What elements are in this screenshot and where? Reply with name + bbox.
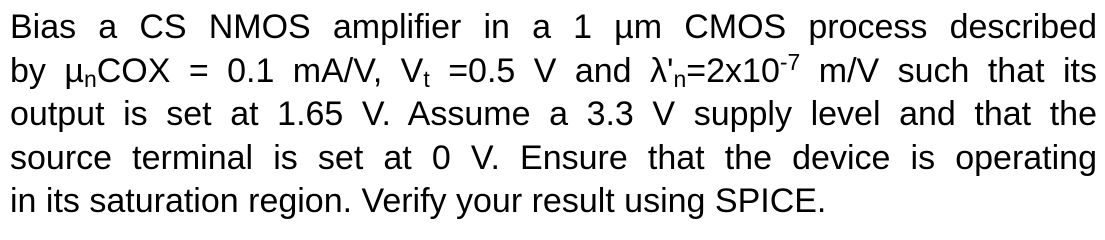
text-run: m/V such that its: [800, 51, 1097, 90]
subscript-ox: OX: [121, 51, 171, 90]
text-run: by µ: [10, 51, 84, 90]
subscript-n: n: [83, 65, 97, 92]
problem-line-4: source terminal is set at 0 V. Ensure that the device is operating: [10, 138, 1097, 177]
text-run: =0.5 V and λ': [429, 51, 674, 90]
superscript-exponent: -7: [779, 48, 801, 75]
text-run: = 0.1 mA/V, V: [170, 51, 424, 90]
problem-line-5: in its saturation region. Verify your result using SPICE.: [10, 182, 827, 220]
problem-statement: [10, 6, 1097, 224]
problem-line-3: output is set at 1.65 V. Assume a 3.3 V supply level and that the: [10, 95, 1097, 133]
subscript-n: n: [673, 65, 687, 92]
problem-line-2: [10, 50, 1097, 94]
text-run: =2x10: [686, 51, 780, 90]
text-run: C: [96, 51, 122, 90]
problem-line-1: Bias a CS NMOS amplifier in a 1 µm CMOS process described: [10, 8, 1097, 46]
subscript-t: t: [423, 65, 430, 92]
